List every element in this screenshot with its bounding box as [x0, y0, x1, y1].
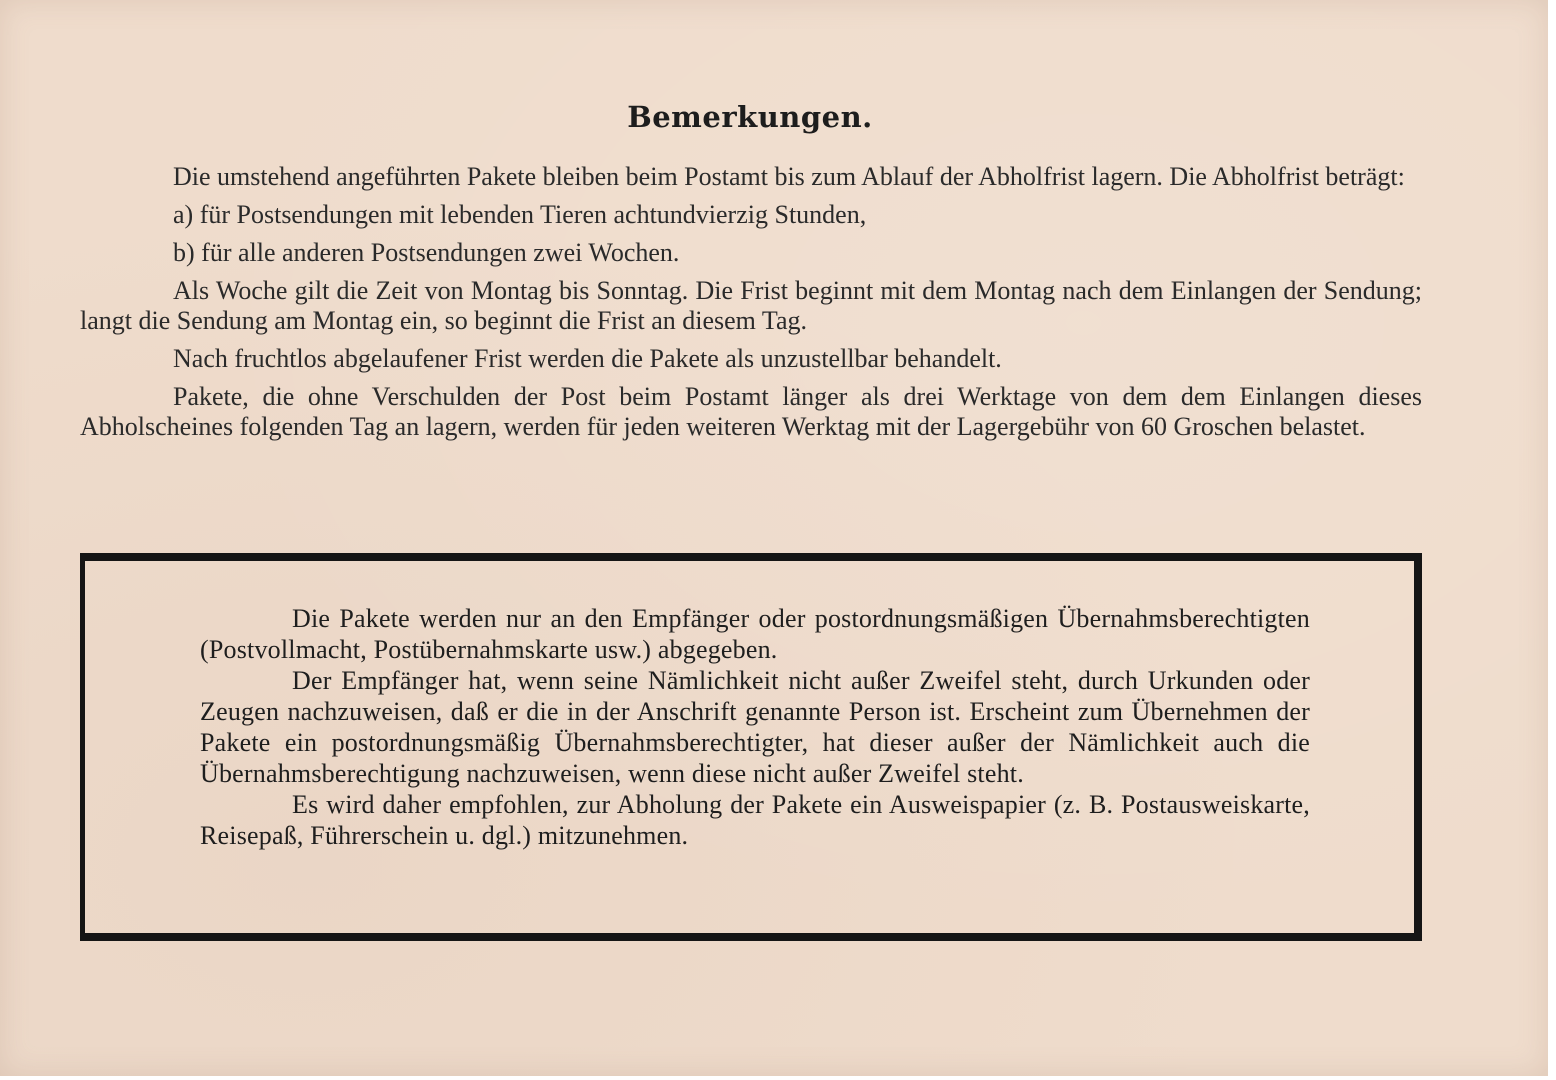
notice-box [80, 553, 1422, 941]
notice-paragraph-id-document: Es wird daher empfohlen, zur Abholung der Pakete ein Ausweispapier (z. B. Postausweiskarte, Reisepaß, Führerschein u. dgl.) mitzunehmen. [200, 790, 1310, 850]
notice-text [200, 603, 1310, 851]
remarks-paragraph-storage-fee: Pakete, die ohne Verschulden der Post beim Postamt länger als drei Werktage von dem dem Einlangen dieses Abholscheines folgenden Tag an lagern, werden für jeden weiteren Werktag mit der Lagergebühr von 60 Groschen belastet. [80, 382, 1422, 441]
notice-paragraph-recipient: Die Pakete werden nur an den Empfänger oder postordnungsmäßigen Übernahmsberechtigten (Postvollmacht, Postübernahmskarte usw.) abgegeben. [200, 604, 1310, 664]
remarks-item-live-animals: a) für Postsendungen mit lebenden Tieren achtundvierzig Stunden, [173, 200, 867, 229]
remarks-paragraph-storage: Die umstehend angeführten Pakete bleiben beim Postamt bis zum Ablauf der Abholfrist lagern. Die Abholfrist beträgt: [173, 162, 1405, 191]
remarks-paragraph-week-definition: Als Woche gilt die Zeit von Montag bis Sonntag. Die Frist beginnt mit dem Montag nach dem Einlangen der Sendung; langt die Sendung am Montag ein, so beginnt die Frist an diesem Tag. [80, 276, 1422, 335]
remarks-item-other-mail: b) für alle anderen Postsendungen zwei Wochen. [173, 238, 680, 267]
remarks-paragraph-undeliverable: Nach fruchtlos abgelaufener Frist werden die Pakete als unzustellbar behandelt. [173, 344, 1002, 373]
remarks-section [80, 162, 1422, 442]
notice-paragraph-identity: Der Empfänger hat, wenn seine Nämlichkeit nicht außer Zweifel steht, durch Urkunden oder Zeugen nachzuweisen, daß er die in der Anschrift genannte Person ist. Erscheint zum Übernehmen der Pakete ein postordnungsmäßig Übernahmsberechtigter, hat dieser außer der Nämlichkeit auch die Übernahmsberechtigung nachzuweisen, wenn diese nicht außer Zweifel steht. [200, 666, 1310, 788]
document-title: Bemerkungen. [627, 100, 873, 134]
